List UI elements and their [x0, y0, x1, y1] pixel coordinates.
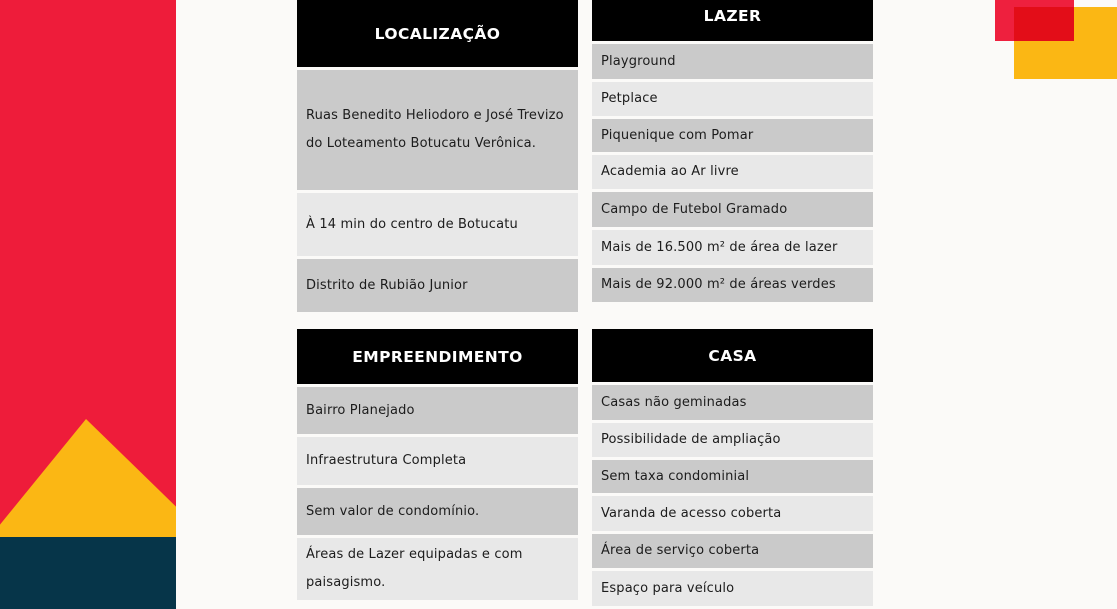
- empreendimento-row: Sem valor de condomínio.: [297, 485, 578, 535]
- left-red-band: [0, 0, 176, 609]
- lazer-row: Playground: [592, 41, 873, 79]
- casa-row: Sem taxa condominial: [592, 457, 873, 493]
- localizacao-row: Distrito de Rubião Junior: [297, 256, 578, 312]
- lazer-row: Mais de 92.000 m² de áreas verdes: [592, 265, 873, 302]
- empreendimento-row: Áreas de Lazer equipadas e com paisagismo.: [297, 535, 578, 600]
- casa-row: Espaço para veículo: [592, 568, 873, 606]
- empreendimento-table: [297, 329, 578, 600]
- empreendimento-header: EMPREENDIMENTO: [297, 329, 578, 384]
- lazer-table: [592, 0, 873, 302]
- casa-table: [592, 329, 873, 606]
- empreendimento-row: Bairro Planejado: [297, 384, 578, 434]
- localizacao-row: À 14 min do centro de Botucatu: [297, 190, 578, 256]
- lazer-row: Academia ao Ar livre: [592, 152, 873, 189]
- top-right-overlap-square: [1014, 7, 1074, 41]
- casa-header: CASA: [592, 329, 873, 382]
- localizacao-header: LOCALIZAÇÃO: [297, 0, 578, 67]
- localizacao-row: Ruas Benedito Heliodoro e José Trevizo do Loteamento Botucatu Verônica.: [297, 67, 578, 190]
- left-navy-block: [0, 537, 176, 609]
- casa-row: Varanda de acesso coberta: [592, 493, 873, 531]
- lazer-row: Piquenique com Pomar: [592, 116, 873, 152]
- lazer-row: Campo de Futebol Gramado: [592, 189, 873, 227]
- lazer-row: Petplace: [592, 79, 873, 116]
- left-yellow-triangle: [0, 419, 176, 539]
- empreendimento-row: Infraestrutura Completa: [297, 434, 578, 485]
- casa-row: Área de serviço coberta: [592, 531, 873, 568]
- localizacao-table: [297, 0, 578, 312]
- lazer-header: LAZER: [592, 0, 873, 41]
- casa-row: Possibilidade de ampliação: [592, 420, 873, 457]
- casa-row: Casas não geminadas: [592, 382, 873, 420]
- lazer-row: Mais de 16.500 m² de área de lazer: [592, 227, 873, 265]
